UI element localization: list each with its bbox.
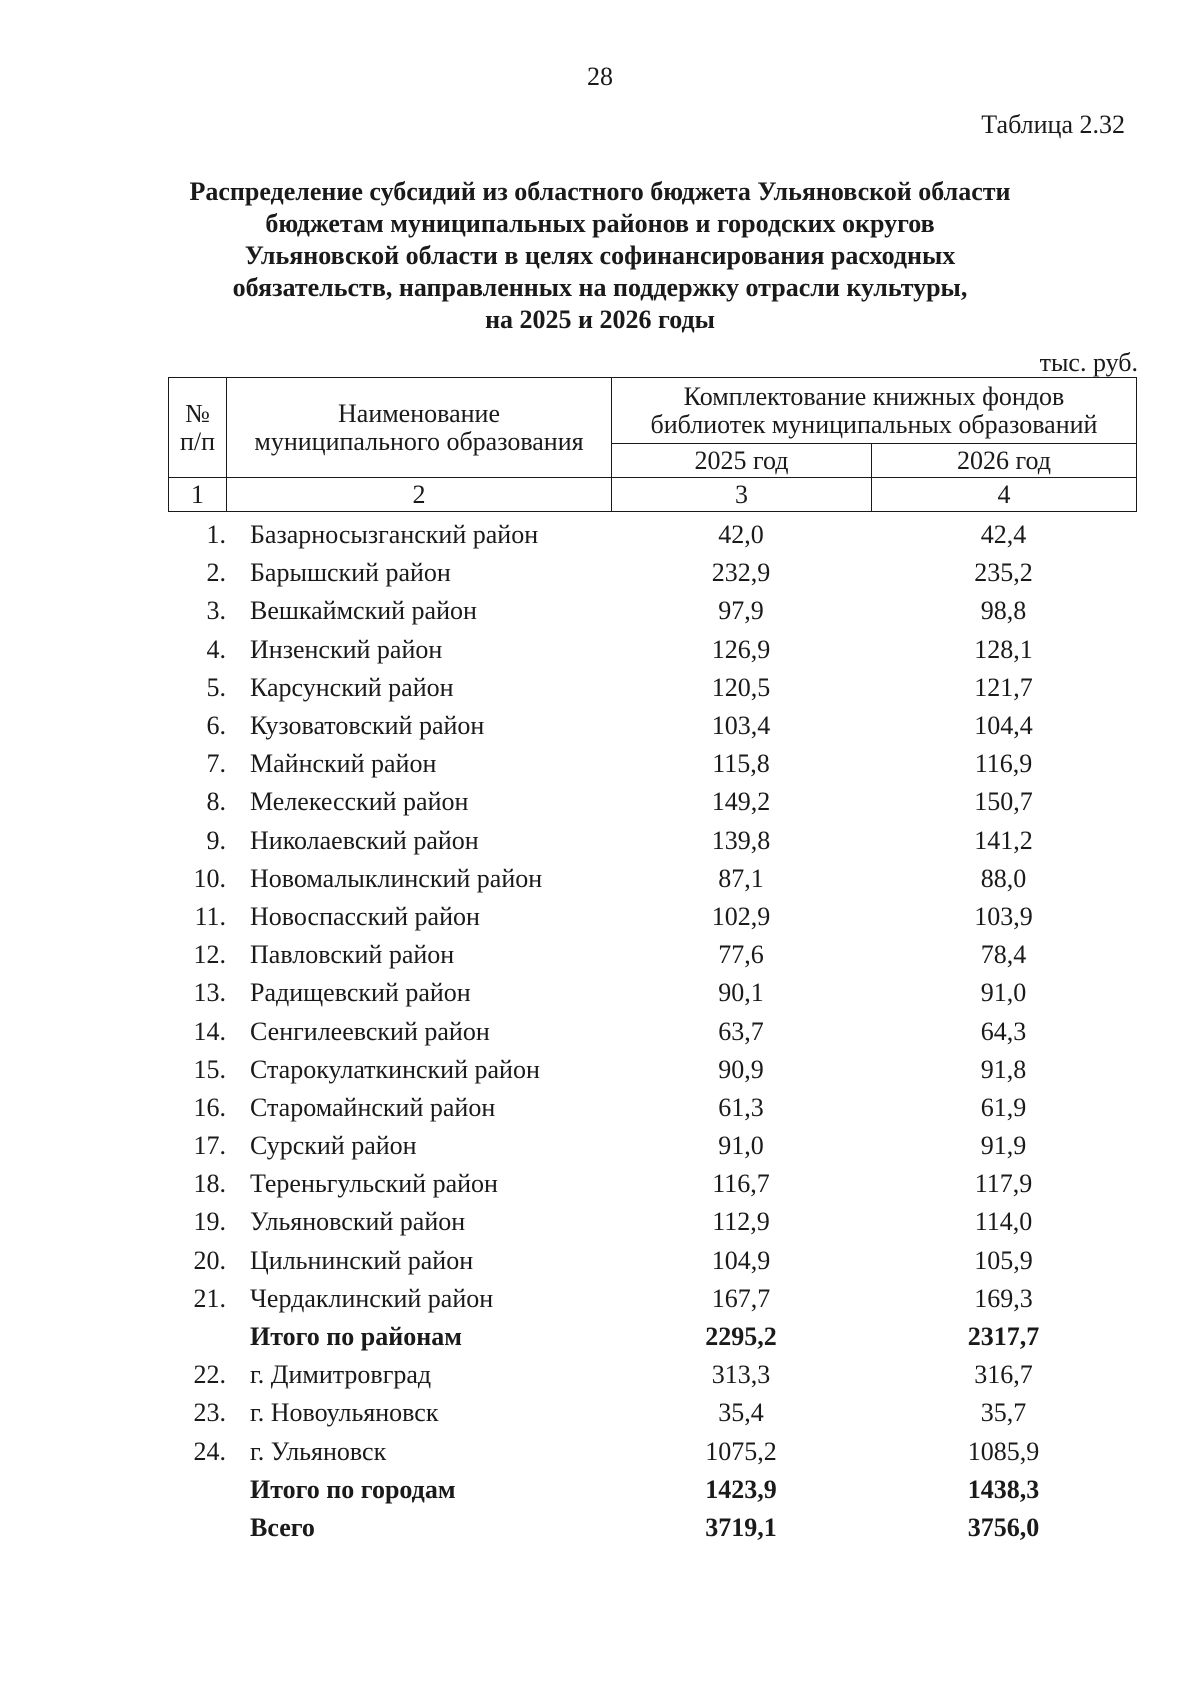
table-row <box>168 1051 1136 1089</box>
table-row <box>168 1242 1136 1280</box>
table-row <box>168 1280 1136 1318</box>
table-row <box>168 1165 1136 1203</box>
table-row <box>168 1127 1136 1165</box>
row-number: 22. <box>193 1360 226 1390</box>
row-name: Майнский район <box>250 749 437 779</box>
page-number: 28 <box>587 62 613 91</box>
row-value-2026: 78,4 <box>980 940 1027 970</box>
table-header <box>168 377 1137 512</box>
table-row <box>168 1012 1136 1050</box>
row-value-2025: 61,3 <box>718 1092 764 1122</box>
row-number: 16. <box>193 1092 226 1122</box>
row-number: 6. <box>206 711 226 741</box>
row-value-2025: 116,7 <box>712 1169 770 1199</box>
row-value-2025: 126,9 <box>711 634 771 664</box>
table-total-row <box>168 1471 1136 1509</box>
title-line: бюджетам муниципальных районов и городских округов <box>265 209 935 238</box>
row-name: Сенгилеевский район <box>250 1016 490 1046</box>
row-value-2025: 91,0 <box>718 1131 764 1161</box>
row-number <box>168 1318 240 1356</box>
row-number: 4. <box>206 634 226 664</box>
row-value-2026: 169,3 <box>974 1283 1033 1313</box>
row-number: 17. <box>193 1131 226 1161</box>
row-name: Новомалыклинский район <box>250 863 543 893</box>
table-row <box>168 1433 1136 1471</box>
header-num-line1: № <box>185 398 210 428</box>
row-number <box>168 1509 240 1547</box>
row-value-2025: 1075,2 <box>705 1436 777 1466</box>
row-name: Радищевский район <box>250 978 471 1008</box>
table-body <box>168 516 1136 1547</box>
row-value-2026: 316,7 <box>974 1360 1033 1390</box>
row-name: Новоспасский район <box>250 901 480 931</box>
row-value-2026: 35,7 <box>980 1398 1027 1428</box>
table-row <box>168 783 1136 821</box>
row-name: г. Ульяновск <box>250 1436 387 1466</box>
table-row <box>168 974 1136 1012</box>
row-value-2026: 128,1 <box>974 634 1033 664</box>
row-name: Тереньгульский район <box>250 1169 498 1199</box>
header-year-2025: 2025 год <box>612 444 872 478</box>
row-number: 13. <box>193 978 226 1008</box>
row-name: Николаевский район <box>250 825 479 855</box>
row-value-2025: 313,3 <box>711 1360 771 1390</box>
row-value-2026: 91,9 <box>980 1131 1027 1161</box>
row-value-2026: 91,0 <box>980 978 1027 1008</box>
row-name: г. Новоульяновск <box>250 1398 439 1428</box>
row-name: Итого по городам <box>250 1474 456 1504</box>
title-line: Распределение субсидий из областного бюджета Ульяновской области <box>189 177 1011 206</box>
row-value-2026: 117,9 <box>974 1169 1033 1199</box>
row-number: 8. <box>206 787 226 817</box>
table-row <box>168 516 1136 554</box>
table-row <box>168 554 1136 592</box>
row-value-2026: 88,0 <box>980 863 1027 893</box>
row-name: Ульяновский район <box>250 1207 466 1237</box>
header-num <box>169 378 227 478</box>
row-number: 3. <box>206 596 226 626</box>
row-value-2026: 116,9 <box>974 749 1033 779</box>
header-index-3: 3 <box>612 478 872 512</box>
row-number: 11. <box>194 901 226 931</box>
row-value-2026: 2317,7 <box>967 1322 1040 1352</box>
row-value-2025: 2295,2 <box>705 1322 777 1352</box>
row-value-2025: 102,9 <box>711 901 771 931</box>
row-number: 9. <box>206 825 226 855</box>
row-value-2025: 104,9 <box>711 1245 771 1275</box>
row-number: 21. <box>193 1283 226 1313</box>
row-value-2026: 141,2 <box>974 825 1033 855</box>
title-line: Ульяновской области в целях софинансирования расходных <box>244 241 956 270</box>
row-number: 24. <box>193 1436 226 1466</box>
row-name: Старокулаткинский район <box>250 1054 540 1084</box>
row-value-2025: 115,8 <box>712 749 770 779</box>
row-number: 14. <box>193 1016 226 1046</box>
row-number: 5. <box>206 672 226 702</box>
row-value-2026: 42,4 <box>980 520 1027 550</box>
row-value-2026: 150,7 <box>974 787 1033 817</box>
header-num-line2: п/п <box>179 426 216 456</box>
row-value-2025: 90,1 <box>718 978 764 1008</box>
row-value-2025: 42,0 <box>718 520 764 550</box>
row-number: 7. <box>206 749 226 779</box>
row-value-2025: 35,4 <box>718 1398 764 1428</box>
row-number: 1. <box>206 520 226 550</box>
unit-label: тыс. руб. <box>1039 348 1138 377</box>
row-name: Кузоватовский район <box>250 711 485 741</box>
header-index-4: 4 <box>872 478 1137 512</box>
row-value-2025: 3719,1 <box>705 1512 777 1542</box>
table-row <box>168 707 1136 745</box>
table-row <box>168 1203 1136 1241</box>
row-value-2025: 87,1 <box>718 863 764 893</box>
table-row <box>168 592 1136 630</box>
row-value-2026: 1438,3 <box>967 1474 1040 1504</box>
row-name: Вешкаймский район <box>250 596 477 626</box>
header-name-line1: Наименование <box>338 398 500 428</box>
row-number: 20. <box>193 1245 226 1275</box>
row-number: 2. <box>206 558 226 588</box>
row-number <box>168 1471 240 1509</box>
table-row <box>168 631 1136 669</box>
row-name: Барышский район <box>250 558 451 588</box>
row-number: 10. <box>193 863 226 893</box>
table-row <box>168 936 1136 974</box>
row-number: 15. <box>193 1054 226 1084</box>
row-number: 19. <box>193 1207 226 1237</box>
row-value-2025: 1423,9 <box>705 1474 777 1504</box>
row-value-2026: 121,7 <box>974 672 1033 702</box>
row-value-2026: 114,0 <box>974 1207 1033 1237</box>
row-number: 12. <box>193 940 226 970</box>
row-value-2025: 112,9 <box>712 1207 770 1237</box>
row-name: Цильнинский район <box>250 1245 474 1275</box>
row-value-2025: 90,9 <box>718 1054 764 1084</box>
row-value-2026: 104,4 <box>974 711 1033 741</box>
row-value-2025: 63,7 <box>718 1016 764 1046</box>
row-value-2026: 64,3 <box>980 1016 1027 1046</box>
header-group <box>612 378 1137 444</box>
row-value-2025: 139,8 <box>711 825 771 855</box>
row-name: Всего <box>250 1512 315 1542</box>
row-value-2026: 98,8 <box>980 596 1027 626</box>
table-total-row <box>168 1318 1136 1356</box>
header-index-2: 2 <box>227 478 612 512</box>
table-title <box>150 176 1050 336</box>
row-name: Итого по районам <box>250 1322 462 1352</box>
title-line: обязательств, направленных на поддержку отрасли культуры, <box>232 273 968 302</box>
row-number: 23. <box>193 1398 226 1428</box>
row-name: Сурский район <box>250 1131 417 1161</box>
row-value-2025: 232,9 <box>711 558 771 588</box>
table-row <box>168 822 1136 860</box>
table-row <box>168 860 1136 898</box>
row-name: г. Димитровград <box>250 1360 432 1390</box>
header-group-line2: библиотек муниципальных образований <box>650 409 1098 439</box>
header-index-1: 1 <box>169 478 227 512</box>
row-value-2025: 103,4 <box>711 711 771 741</box>
row-value-2026: 105,9 <box>974 1245 1033 1275</box>
row-value-2026: 61,9 <box>980 1092 1027 1122</box>
table-label: Таблица 2.32 <box>981 110 1125 139</box>
row-value-2026: 103,9 <box>974 901 1033 931</box>
table-row <box>168 669 1136 707</box>
table-row <box>168 745 1136 783</box>
row-name: Мелекесский район <box>250 787 469 817</box>
table-total-row <box>168 1509 1136 1547</box>
row-value-2026: 3756,0 <box>967 1512 1040 1542</box>
row-value-2025: 149,2 <box>711 787 771 817</box>
table-row <box>168 898 1136 936</box>
title-line: на 2025 и 2026 годы <box>485 305 715 334</box>
header-year-2026: 2026 год <box>872 444 1137 478</box>
row-value-2026: 91,8 <box>980 1054 1027 1084</box>
row-name: Павловский район <box>250 940 455 970</box>
row-value-2026: 1085,9 <box>967 1436 1040 1466</box>
header-group-line1: Комплектование книжных фондов <box>683 381 1065 411</box>
row-value-2025: 120,5 <box>711 672 771 702</box>
table-row <box>168 1394 1136 1432</box>
table-row <box>168 1089 1136 1127</box>
row-number: 18. <box>193 1169 226 1199</box>
table-row <box>168 1356 1136 1394</box>
row-value-2025: 77,6 <box>718 940 764 970</box>
row-name: Базарносызганский район <box>250 520 539 550</box>
row-name: Инзенский район <box>250 634 443 664</box>
row-name: Карсунский район <box>250 672 454 702</box>
row-name: Чердаклинский район <box>250 1283 494 1313</box>
row-value-2025: 97,9 <box>718 596 764 626</box>
header-name-line2: муниципального образования <box>254 426 584 456</box>
row-value-2025: 167,7 <box>711 1283 771 1313</box>
header-name <box>227 378 612 478</box>
row-value-2026: 235,2 <box>974 558 1033 588</box>
row-name: Старомайнский район <box>250 1092 496 1122</box>
